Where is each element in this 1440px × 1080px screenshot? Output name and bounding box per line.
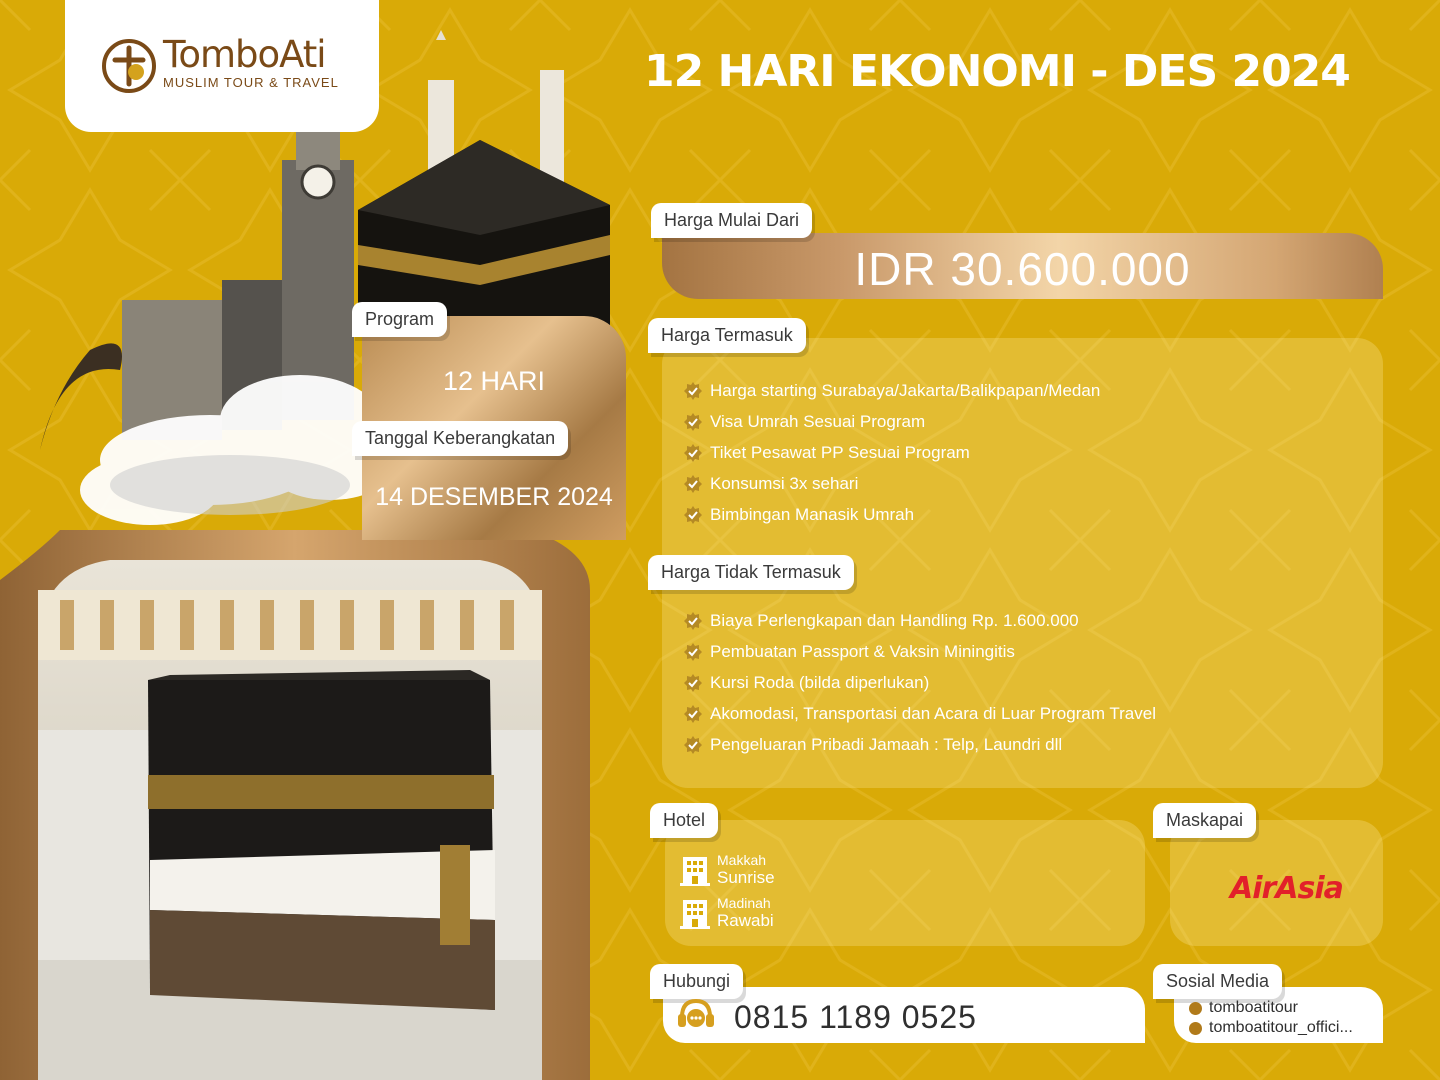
hotel-building-icon <box>680 897 710 929</box>
list-item: Tiket Pesawat PP Sesuai Program <box>684 437 1100 468</box>
hotel-item-makkah <box>680 852 775 888</box>
list-item: Kursi Roda (bilda diperlukan) <box>684 667 1156 698</box>
kaaba-illustration <box>0 30 680 1080</box>
instagram-link[interactable]: tomboatitour_offici... <box>1189 1019 1353 1037</box>
logo-icon <box>101 38 157 94</box>
instagram-icon <box>1189 1022 1202 1035</box>
list-item: Akomodasi, Transportasi dan Acara di Luar Program Travel <box>684 698 1156 729</box>
price-bar <box>662 233 1383 299</box>
program-label: Program <box>352 302 447 337</box>
included-list <box>684 375 1100 530</box>
hotel-building-icon <box>680 854 710 886</box>
check-badge-icon <box>684 475 702 493</box>
headset-icon <box>676 997 716 1035</box>
program-value: 12 HARI <box>442 366 546 396</box>
departure-date-value: 14 DESEMBER 2024 <box>375 483 613 511</box>
airline-logo: AirAsia <box>1230 871 1343 906</box>
social-label: Sosial Media <box>1153 964 1282 999</box>
hotel-city: Madinah <box>717 895 771 911</box>
price-label: Harga Mulai Dari <box>651 203 812 238</box>
list-item: Konsumsi 3x sehari <box>684 468 1100 499</box>
hotel-name: Sunrise <box>717 868 775 887</box>
check-badge-icon <box>684 413 702 431</box>
page-title: 12 HARI EKONOMI - DES 2024 <box>644 46 1350 97</box>
check-badge-icon <box>684 705 702 723</box>
logo-card <box>65 0 379 132</box>
airline-label: Maskapai <box>1153 803 1256 838</box>
brand-name: TomboAti <box>163 33 326 76</box>
excluded-list <box>684 605 1156 760</box>
check-badge-icon <box>684 643 702 661</box>
check-badge-icon <box>684 382 702 400</box>
list-item: Pembuatan Passport & Vaksin Miningitis <box>684 636 1156 667</box>
facebook-link[interactable]: tomboatitour <box>1189 999 1298 1017</box>
check-badge-icon <box>684 612 702 630</box>
check-badge-icon <box>684 506 702 524</box>
list-item: Visa Umrah Sesuai Program <box>684 406 1100 437</box>
hotel-city: Makkah <box>717 852 767 868</box>
list-item: Bimbingan Manasik Umrah <box>684 499 1100 530</box>
list-item: Biaya Perlengkapan dan Handling Rp. 1.600.000 <box>684 605 1156 636</box>
included-label: Harga Termasuk <box>648 318 806 353</box>
check-badge-icon <box>684 736 702 754</box>
price-value: IDR 30.600.000 <box>854 243 1191 295</box>
contact-label: Hubungi <box>650 964 743 999</box>
hotel-name: Rawabi <box>717 911 774 930</box>
hotel-item-madinah <box>680 895 774 931</box>
excluded-label: Harga Tidak Termasuk <box>648 555 854 590</box>
list-item: Pengeluaran Pribadi Jamaah : Telp, Laundri dll <box>684 729 1156 760</box>
hotel-label: Hotel <box>650 803 718 838</box>
facebook-icon <box>1189 1002 1202 1015</box>
check-badge-icon <box>684 674 702 692</box>
brand-tagline: MUSLIM TOUR & TRAVEL <box>163 75 339 90</box>
list-item: Harga starting Surabaya/Jakarta/Balikpapan/Medan <box>684 375 1100 406</box>
check-badge-icon <box>684 444 702 462</box>
phone-number[interactable]: 0815 1189 0525 <box>734 999 977 1035</box>
departure-date-label: Tanggal Keberangkatan <box>352 421 568 456</box>
